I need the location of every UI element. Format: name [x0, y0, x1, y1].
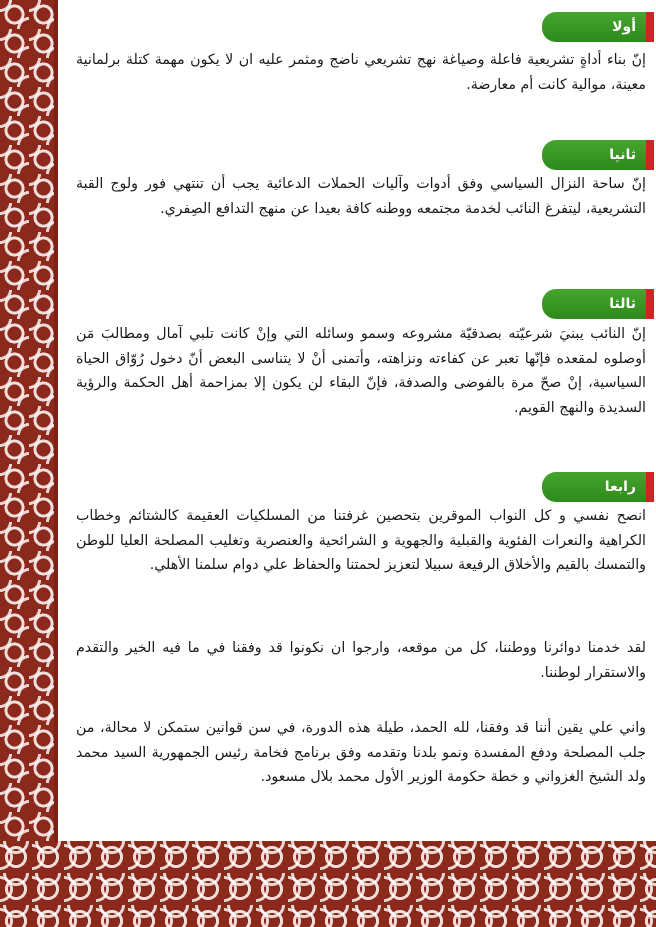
- section-paragraph-2: إنّ ساحة النزال السياسي وفق أدوات وآليات الحملات الدعائية يجب أن تنتهي فور ولوج القبة التشريعية، ليتفرغ النائب لخدمة مجتمعه ووطنه كافة بعيدا عن منهج التدافع الصِفري.: [76, 176, 646, 217]
- heading-accent: [646, 472, 654, 502]
- border-left-edge: [54, 0, 58, 841]
- heading-accent: [646, 289, 654, 319]
- heading-accent: [646, 140, 654, 170]
- section-paragraph-4: انصح نفسي و كل النواب الموقرين بتحصين غرفتنا من المسلكيات العقيمة كالشتائم وخطاب الكراهية والنعرات الفئوية والقبلية والجهوية و الشرائحية والعنصرية وتغليب المصلحة العليا للوطن والتمسك بالقيم والأخلاق الرفيعة سبيلا لتعزيز لحمتنا والحفاظ علي دوام سلمنا الأهلي.: [76, 508, 646, 573]
- section-heading-1: أولا: [542, 12, 646, 42]
- section-heading-tab-4: [542, 472, 654, 502]
- section-heading-3: ثالثا: [542, 289, 646, 319]
- document-body: [62, 0, 654, 841]
- closing-paragraph-1: لقد خدمنا دوائرنا ووطننا، كل من موقعه، وارجوا ان نكونوا قد وفقنا في ما فيه الخير والتقدم والاستقرار لوطننا.: [76, 640, 646, 681]
- section-heading-tab-3: [542, 289, 654, 319]
- decorative-border-bottom: [0, 841, 656, 927]
- section-heading-2: ثانيا: [542, 140, 646, 170]
- section-paragraph-3: إنّ النائب يبنيَ شرعيّته بصدقيّة مشروعه وسمو وسائله التي وإنْ كانت تلبي آمال ومطالبَ مَن أوصلوه لمقعده فإنّها تعبر عن كفاءته ونزاهته، وأتمنى أنْ لا يتناسى البعض أنّ دخول رُوّاق الحياة السياسية، إنْ صحّ مرة بالفوضى والصدفة، فإنّ البقاء لن يكون إلا بمزاحمة أهل الحكمة والرؤية السديدة والنهج القويم.: [76, 326, 646, 416]
- section-paragraph-1: إنّ بناء أداةٍ تشريعية فاعلة وصياغة نهج تشريعي ناضج ومثمر عليه ان لا يكون مهمة كتلة برلمانية معينة، موالية كانت أم معارضة.: [76, 52, 646, 93]
- section-heading-tab-1: [542, 12, 654, 42]
- heading-accent: [646, 12, 654, 42]
- section-heading-4: رابعا: [542, 472, 646, 502]
- closing-paragraph-2: واني علي يقين أننا قد وفقنا، لله الحمد، طيلة هذه الدورة، في سن قوانين ستمكن لا محالة، من جلب المصلحة ودفع المفسدة ونمو بلدنا وتقدمه وفق برنامج فخامة رئيس الجمهورية السيد محمد ولد الشيخ الغزواني و خطة حكومة الوزير الأول محمد بلال مسعود.: [76, 720, 646, 785]
- decorative-border-left: [0, 0, 58, 841]
- section-heading-tab-2: [542, 140, 654, 170]
